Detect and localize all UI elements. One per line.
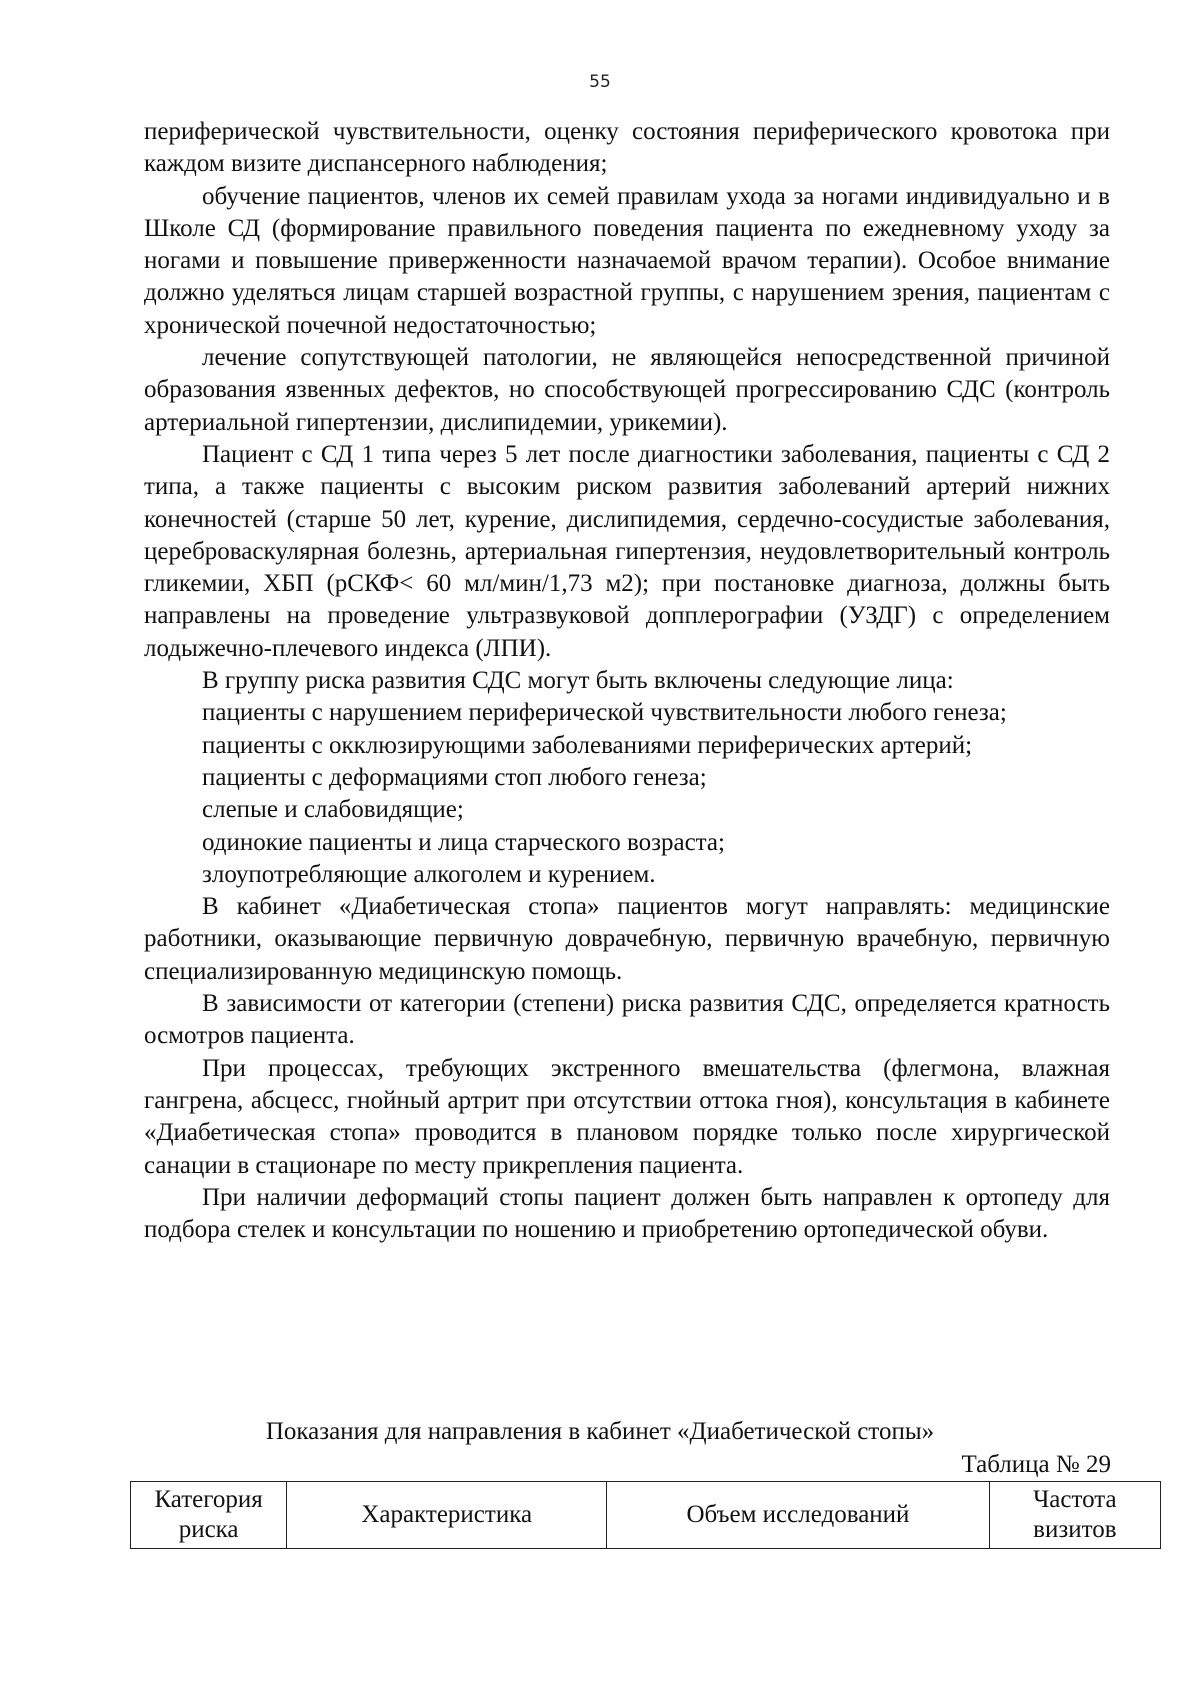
list-item: пациенты с деформациями стоп любого генеза; [202,763,707,791]
paragraph: В кабинет «Диабетическая стопа» пациентов могут направлять: медицинские работники, оказывающие первичную доврачебную, первичную врачебную, первичную специализированную медицинскую помощь. [144,893,1110,985]
header-visit-frequency: Частота визитов [989,1482,1160,1549]
table-number: Таблица № 29 [961,1451,1111,1478]
list-item: одинокие пациенты и лица старческого возраста; [202,828,725,856]
table-header-row [131,1482,1161,1549]
paragraph: При наличии деформаций стопы пациент должен быть направлен к ортопеду для подбора стелек и консультации по ношению и приобретению ортопедической обуви. [144,1183,1110,1244]
risk-category-table [130,1481,1161,1549]
paragraph: обучение пациентов, членов их семей правилам ухода за ногами индивидуально и в Школе СД (формирование правильного поведения пациента по ежедневному уходу за ногами и повышение приверженности назначаемой врачом терапии). Особое внимание должно уделяться лицам старшей возрастной группы, с нарушением зрения, пациентам с хронической почечной недостаточностью; [144,182,1110,339]
list-item: пациенты с окклюзирующими заболеваниями периферических артерий; [202,731,973,759]
list-item: слепые и слабовидящие; [202,796,464,824]
header-risk-category: Категория риска [131,1482,287,1549]
paragraph: При процессах, требующих экстренного вмешательства (флегмона, влажная гангрена, абсцесс, гнойный артрит при отсутствии оттока гноя), консультация в кабинете «Диабетическая стопа» проводится в плановом порядке только после хирургической санации в стационаре по месту прикрепления пациента. [144,1054,1110,1179]
paragraph: Пациент с СД 1 типа через 5 лет после диагностики заболевания, пациенты с СД 2 типа, а также пациенты с высоким риском развития заболеваний артерий нижних конечностей (старше 50 лет, курение, дислипидемия, сердечно-сосудистые заболевания, цереброваскулярная болезнь, артериальная гипертензия, неудовлетворительный контроль гликемии, ХБП (рСКФ< 60 мл/мин/1,73 м2); при постановке диагноза, должны быть направлены на проведение ультразвуковой допплерографии (УЗДГ) с определением лодыжечно-плечевого индекса (ЛПИ). [144,440,1110,662]
paragraph: лечение сопутствующей патологии, не являющейся непосредственной причиной образования язвенных дефектов, но способствующей прогрессированию СДС (контроль артериальной гипертензии, дислипидемии, урикемии). [144,344,1110,436]
paragraph: периферической чувствительности, оценку состояния периферического кровотока при каждом визите диспансерного наблюдения; [144,118,1110,178]
list-intro: В группу риска развития СДС могут быть включены следующие лица: [202,667,954,695]
paragraph: В зависимости от категории (степени) риска развития СДС, определяется кратность осмотров пациента. [144,990,1110,1050]
list-item: пациенты с нарушением периферической чувствительности любого генеза; [202,699,1007,727]
list-item: злоупотребляющие алкоголем и курением. [202,860,656,888]
body-text [144,116,1110,1246]
header-characteristic: Характеристика [287,1482,607,1549]
page-number: 55 [589,72,611,92]
header-examination-scope: Объем исследований [607,1482,989,1549]
table-caption: Показания для направления в кабинет «Диабетической стопы» [265,1418,935,1445]
